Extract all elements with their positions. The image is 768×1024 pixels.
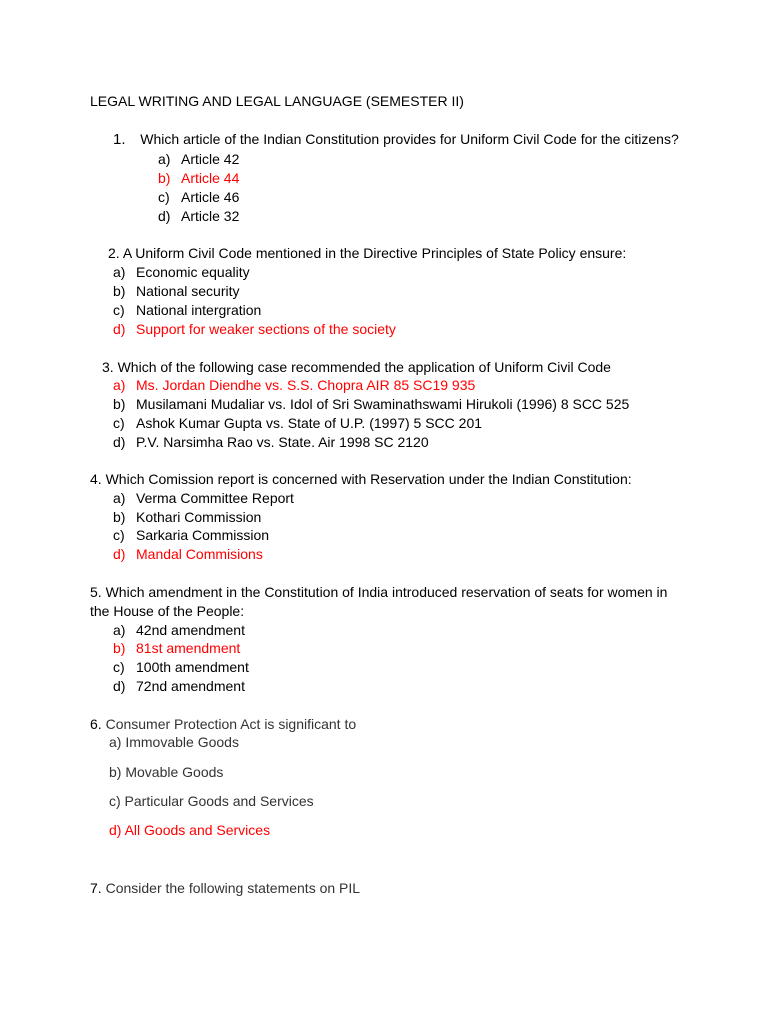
question-5 [90,583,680,621]
option-text: 100th amendment [136,659,249,675]
option-text: Verma Committee Report [136,490,294,506]
option-text: 72nd amendment [136,678,245,694]
question-2-option-a [113,264,250,280]
option-letter: b) [113,640,126,656]
question-4-option-b [113,509,261,525]
question-3 [102,359,611,375]
question-1 [113,131,679,148]
option-letter: a) [113,490,126,506]
question-number: 3. [102,359,114,375]
option-letter: d) [113,678,126,694]
option-letter: a) [113,264,126,280]
option-text: 42nd amendment [136,622,245,638]
option-letter: c) [158,189,170,205]
option-text: National security [136,283,240,299]
question-1-option-b-correct [158,170,239,186]
question-text: Which Comission report is concerned with Reservation under the Indian Constitution: [105,471,632,487]
option-text: Support for weaker sections of the society [136,321,396,337]
option-letter: b) [113,396,126,412]
question-number: 6. [90,716,102,732]
question-2-option-b [113,283,240,299]
question-text: Which amendment in the Constitution of India introduced reservation of seats for women in the House of the People: [90,584,668,619]
question-3-option-d [113,434,429,450]
option-text: 81st amendment [136,640,241,656]
question-3-option-b [113,396,629,412]
question-6-option-c [109,793,314,809]
option-letter: c) [113,527,125,543]
question-7 [90,880,360,896]
question-4-option-c [113,527,269,543]
option-text: Article 42 [181,151,240,167]
question-1-option-d [158,208,239,224]
question-1-option-c [158,189,239,205]
question-5-option-d [113,678,245,694]
question-number: 7. [90,880,102,896]
option-letter: d) [113,321,126,337]
question-1-option-a [158,151,239,167]
option-text: Article 46 [181,189,240,205]
question-text: Consumer Protection Act is significant to [105,716,357,732]
document-title: LEGAL WRITING AND LEGAL LANGUAGE (SEMESTER II) [90,93,464,109]
option-letter: a) [113,622,126,638]
option-text: Sarkaria Commission [136,527,270,543]
question-text: Which article of the Indian Constitution provides for Uniform Civil Code for the citizens? [140,131,679,147]
question-2 [108,245,626,261]
option-text: National intergration [136,302,262,318]
question-number: 1. [113,131,126,148]
option-text: b) Movable Goods [109,764,224,780]
question-4-option-a [113,490,294,506]
option-text: Article 44 [181,170,240,186]
option-text: Ashok Kumar Gupta vs. State of U.P. (1997) 5 SCC 201 [136,415,483,431]
option-letter: d) [158,208,171,224]
question-text: A Uniform Civil Code mentioned in the Directive Principles of State Policy ensure: [122,245,627,261]
question-text: Which of the following case recommended the application of Uniform Civil Code [117,359,611,375]
question-5-option-a [113,622,245,638]
question-2-option-d-correct [113,321,396,337]
question-6-option-b [109,764,223,780]
option-text: a) Immovable Goods [109,734,239,750]
option-letter: a) [158,151,171,167]
option-letter: a) [113,377,126,393]
option-letter: b) [113,509,126,525]
question-6-option-a [109,734,239,750]
option-letter: d) [113,434,126,450]
option-letter: c) [113,415,125,431]
option-text: P.V. Narsimha Rao vs. State. Air 1998 SC 2120 [136,434,429,450]
question-5-option-b-correct [113,640,240,656]
option-text: c) Particular Goods and Services [109,793,314,809]
question-6 [90,716,356,732]
question-3-option-c [113,415,482,431]
option-text: Article 32 [181,208,240,224]
option-text: Ms. Jordan Diendhe vs. S.S. Chopra AIR 85 SC19 935 [136,377,476,393]
question-number: 5. [90,584,102,600]
question-3-option-a-correct [113,377,475,393]
question-4-option-d-correct [113,546,263,562]
option-text: Mandal Commisions [136,546,263,562]
question-number: 2. [108,245,120,261]
option-letter: d) [113,546,126,562]
question-5-option-c [113,659,249,675]
option-letter: b) [158,170,171,186]
option-letter: c) [113,302,125,318]
question-4 [90,471,632,487]
option-letter: c) [113,659,125,675]
question-text: Consider the following statements on PIL [105,880,361,896]
option-text: Economic equality [136,264,250,280]
question-number: 4. [90,471,102,487]
option-text: Kothari Commission [136,509,262,525]
question-6-option-d-correct [109,822,270,838]
option-text: Musilamani Mudaliar vs. Idol of Sri Swaminathswami Hirukoli (1996) 8 SCC 525 [136,396,630,412]
question-2-option-c [113,302,261,318]
option-text: d) All Goods and Services [109,822,271,838]
option-letter: b) [113,283,126,299]
